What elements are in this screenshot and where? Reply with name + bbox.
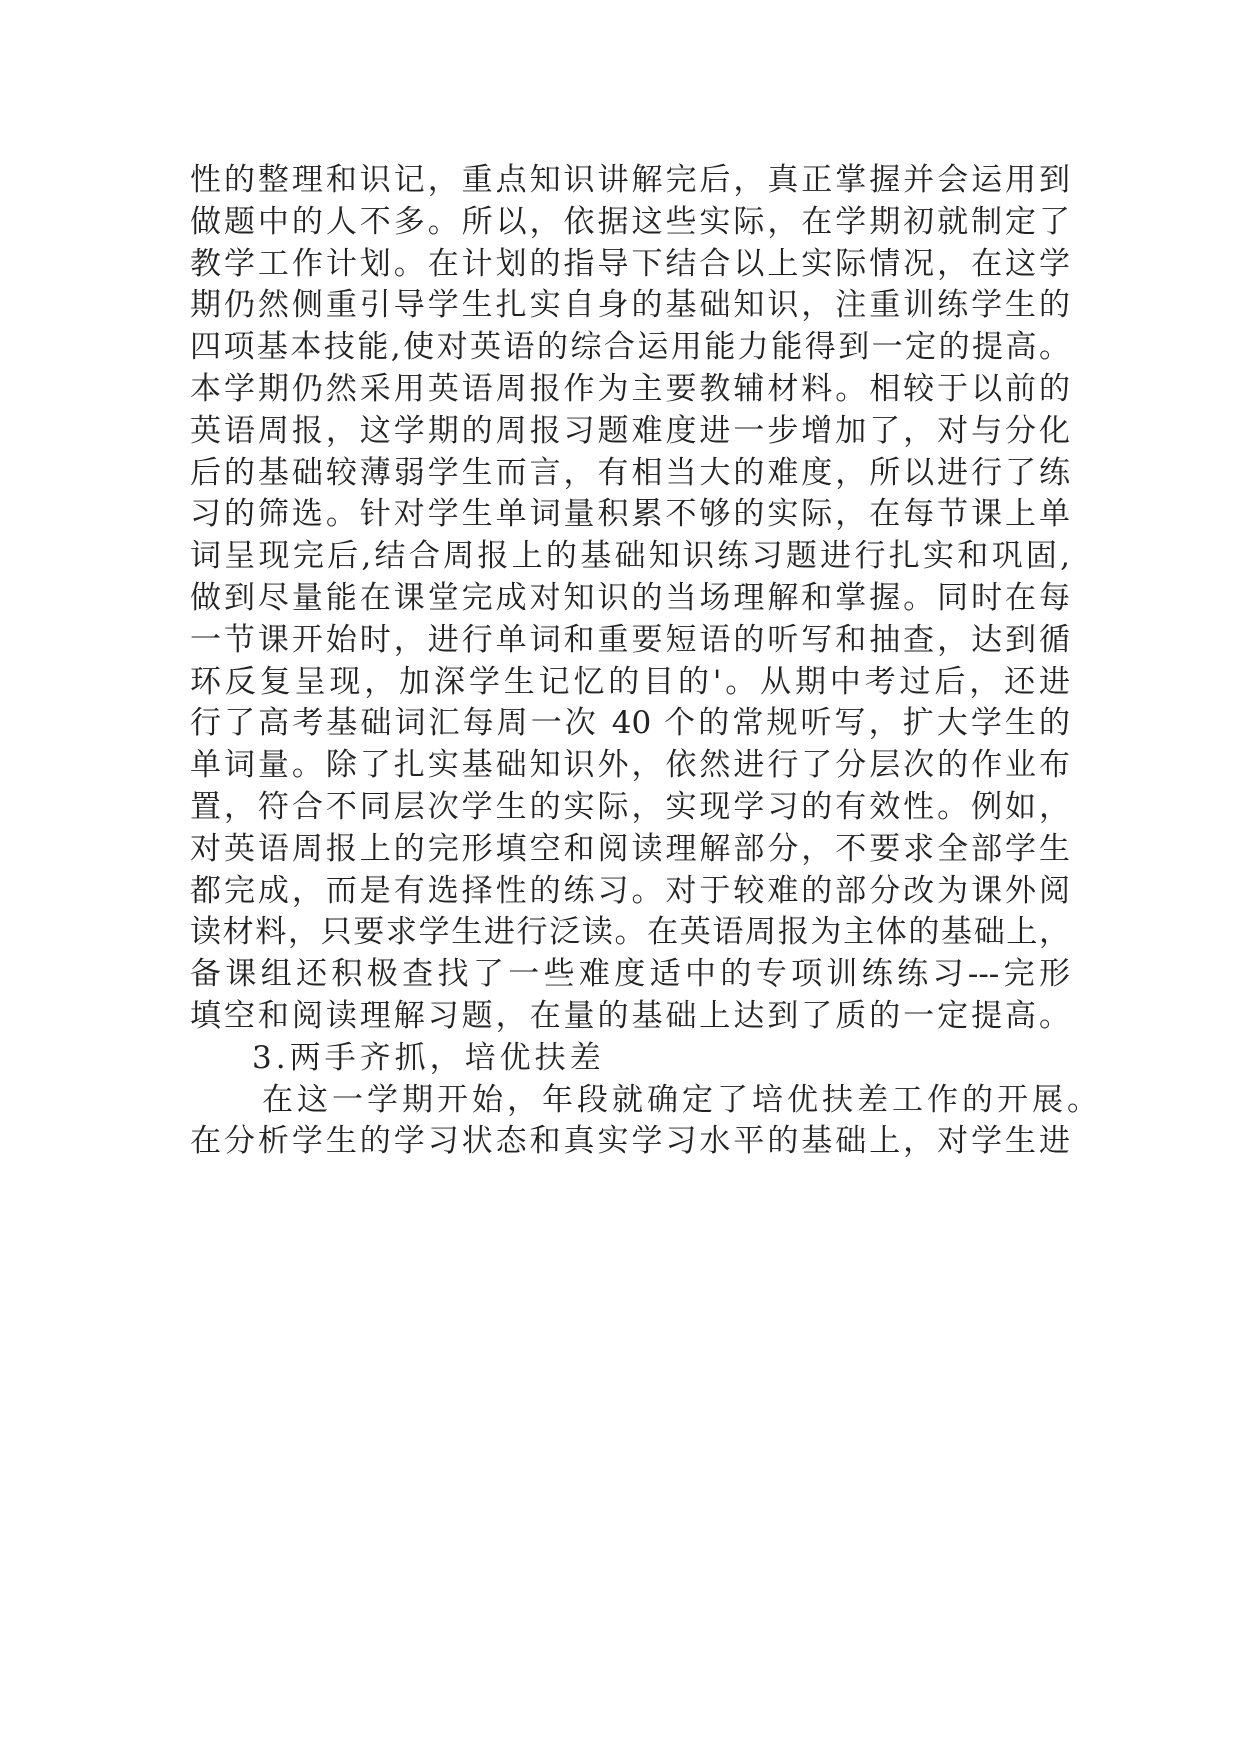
- body-text: [190, 160, 1102, 1163]
- text-line: 环反复呈现，加深学生记忆的目的'。从期中考过后，还进: [190, 663, 1070, 700]
- text-line: 后的基础较薄弱学生而言，有相当大的难度，所以进行了练: [190, 454, 1070, 491]
- text-line: 英语周报，这学期的周报习题难度进一步增加了，对与分化: [190, 412, 1070, 449]
- text-line: 做题中的人不多。所以，依据这些实际，在学期初就制定了: [190, 203, 1070, 240]
- text-line: 四项基本技能,使对英语的综合运用能力能得到一定的提高。: [190, 329, 1070, 366]
- text-line: 习的筛选。针对学生单词量积累不够的实际，在每节课上单: [190, 496, 1070, 533]
- text-line: 一节课开始时，进行单词和重要短语的听写和抽查，达到循: [190, 621, 1070, 658]
- text-line: 词呈现完后,结合周报上的基础知识练习题进行扎实和巩固,: [190, 538, 1070, 575]
- text-line: 备课组还积极查找了一些难度适中的专项训练练习---完形: [190, 956, 1070, 993]
- text-line: 都完成，而是有选择性的练习。对于较难的部分改为课外阅: [190, 872, 1070, 909]
- text-line: 本学期仍然采用英语周报作为主要教辅材料。相较于以前的: [190, 370, 1070, 407]
- text-line: 期仍然侧重引导学生扎实自身的基础知识，注重训练学生的: [190, 287, 1070, 324]
- text-line: 教学工作计划。在计划的指导下结合以上实际情况，在这学: [190, 245, 1070, 282]
- text-line: 做到尽量能在课堂完成对知识的当场理解和掌握。同时在每: [190, 579, 1070, 616]
- section-heading: 3.两手齐抓，培优扶差: [252, 1039, 605, 1076]
- paragraph-first-line: 在这一学期开始，年段就确定了培优扶差工作的开展。: [262, 1081, 1102, 1118]
- text-line: 对英语周报上的完形填空和阅读理解部分，不要求全部学生: [190, 830, 1070, 867]
- text-line: 性的整理和识记，重点知识讲解完后，真正掌握并会运用到: [190, 162, 1070, 198]
- text-line: 置，符合不同层次学生的实际，实现学习的有效性。例如，: [190, 788, 1070, 825]
- text-line: 填空和阅读理解习题，在量的基础上达到了质的一定提高。: [190, 997, 1070, 1034]
- text-line: 读材料，只要求学生进行泛读。在英语周报为主体的基础上，: [190, 914, 1070, 951]
- text-line: 行了高考基础词汇每周一次 40 个的常规听写，扩大学生的: [190, 705, 1070, 742]
- text-line: 单词量。除了扎实基础知识外，依然进行了分层次的作业布: [190, 747, 1070, 784]
- text-line: 在分析学生的学习状态和真实学习水平的基础上，对学生进: [190, 1123, 1070, 1160]
